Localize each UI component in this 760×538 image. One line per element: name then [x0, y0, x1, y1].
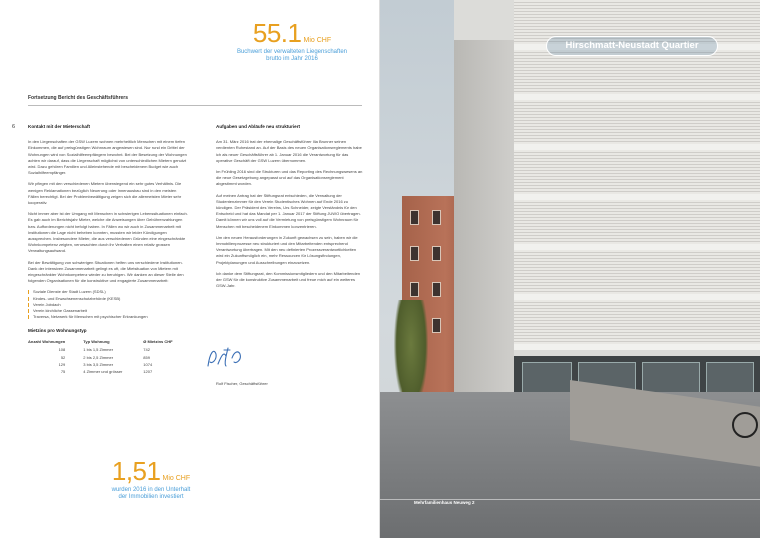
table-row	[28, 354, 173, 361]
rent-cell: 2 bis 2,5 Zimmer	[83, 354, 114, 360]
building-window	[410, 282, 419, 297]
table-row	[28, 361, 173, 368]
rent-cell: 52	[60, 354, 66, 360]
page-number: 6	[12, 124, 16, 130]
table-row	[28, 347, 173, 354]
building-window	[432, 210, 441, 225]
photo-caption-text: Mehrfamilienhaus Neuweg 2	[414, 500, 475, 505]
floor-slab	[514, 344, 760, 350]
rent-cell: 4 Zimmer und grösser	[83, 369, 123, 374]
signature-name: Rolf Fischer, Geschäftsführer	[216, 381, 268, 386]
right-paragraph: Ich danke dem Stiftungsrat, den Kommissionsmitgliedern und den Mitarbeitenden der GSW für die konstruktive Zusammenarbeit und freue mich auf ein weiteres GSW-Jahr.	[216, 270, 361, 289]
organization-item: Soziale Dienste der Stadt Luzern (SDSL)	[28, 289, 188, 295]
kpi-maintenance-caption-2: der Immobilien investiert	[118, 494, 184, 500]
building-side-wall	[454, 40, 514, 410]
kpi-maintenance-caption-1: wurden 2016 in den Unterhalt	[111, 487, 191, 493]
kpi-maintenance	[86, 456, 216, 501]
quarter-label: Hirschmatt-Neustadt Quartier	[546, 36, 718, 56]
rent-cell: 3 bis 3,5 Zimmer	[83, 361, 114, 367]
section-label: Fortsetzung Bericht des Geschäftsführers	[28, 95, 129, 101]
kpi-book-value-caption-1: Buchwert der verwalteten Liegenschaften	[236, 49, 348, 55]
rent-header-rent: Ø Mietzins CHF	[143, 338, 173, 344]
organization-item: Verein kirchliche Gassenarbeit	[28, 308, 188, 314]
window-band	[514, 150, 760, 194]
organization-item: Verein Jobdach	[28, 302, 188, 308]
window-band	[514, 50, 760, 94]
table-row	[28, 369, 173, 376]
kpi-book-value	[212, 18, 372, 63]
right-column	[216, 124, 364, 294]
kpi-maintenance-unit: Mio CHF	[162, 475, 191, 482]
organization-list	[28, 289, 188, 320]
right-paragraph: Auf meinen Antrag hat der Stiftungsrat entschieden, die Verwaltung der Studentenzimmer für den Verein Studentisches Wohnen auf Ende 2016 zu kündigen. Der Präsident des Vereins, Urs Schneider, zeigte Verständnis für den Entscheid und hat das Mandat per 1. Januar 2017 der Stiftung JUWO übertragen. Damit können wir uns voll auf die Vermietung von preisgünstigem Wohnraum für Menschen mit bescheidenem Einkommen konzentrieren.	[216, 192, 361, 229]
rent-cell: 75	[60, 369, 66, 374]
rent-table-header	[28, 339, 173, 347]
organization-item: Traversa, Netzwerk für Menschen mit psychischer Erkrankungen	[28, 314, 188, 320]
right-column-heading: Aufgaben und Abläufe neu strukturiert	[216, 124, 301, 129]
left-paragraph: In den Liegenschaften der GSW Luzern wohnen mehrheitlich Menschen mit einem tiefen Einkommen, die auf preisgünstigen Wohnraum angewiesen sind. Nur rund ein Drittel der Wohnungen wird von Sozialhilfeempfängern bewohnt. Bei der Besetzung der Wohnungen achten wir darauf, dass die Liegenschaft möglichst von unterschiedlichen Mietern genutzt wird. Dazu gehören Familien und Alleinstehende mit bescheidenem Budget wie auch Sozialhilfeempfänger.	[28, 139, 187, 176]
right-paragraph: Im Frühling 2016 sind die Strukturen und das Reporting des Rechnungswesens an die neue Gesetzgebung angepasst und auf das Organisationsreglement abgestimmt worden.	[216, 169, 363, 187]
rent-cell: 1207	[143, 369, 153, 374]
building-window	[410, 246, 419, 261]
window-band	[514, 250, 760, 294]
window-band	[514, 200, 760, 244]
kpi-book-value-caption-2: brutto im Jahr 2016	[266, 56, 318, 62]
kpi-book-value-number: 55.1	[252, 18, 302, 48]
rent-table	[28, 339, 173, 376]
signature-image	[204, 344, 248, 372]
left-paragraph: Nicht immer aber ist der Umgang mit Menschen in schwierigen Lebenssituationen einfach. Es gab auch im Berichtsjahr Mieter, welche die Anweisungen über Gebührenzahlungen bzw. Aufforderungen nicht befolgt haben. In Fällen wo wir auch in Zusammenarbeit mit Institutionen die Lage nicht beheben konnten, mussten wir leider Kündigungen aussprechen. Insbesondere Mieter, die aus verschiedenen Gründen eine eingeschränkte Wohnkompetenz zeigten, verursachten durch ihr Verhalten einen relativ grossen Verwaltungsaufwand.	[28, 211, 188, 254]
organization-item: Kindes- und Erwachsenenschutzbehörde (KESB)	[28, 296, 188, 302]
rent-cell: 108	[58, 347, 66, 353]
rent-table-title: Mietzins pro Wohnungstyp	[28, 328, 87, 334]
left-paragraph: Bei der Bewältigung von schwierigen Situationen helfen uns verschiedene Institutionen. Dank der intensiven Zusammenarbeit gelingt es oft, die Mietsituation von Mietern mit eingeschränkter Wohnkompetenz wieder zu beruhigen. Wir danken an dieser Stelle den folgenden Organisationen für die konstruktive und engagierte Zusammenarbeit:	[28, 259, 184, 284]
rent-header-count: Anzahl Wohnungen	[28, 338, 66, 344]
photo-caption	[380, 496, 760, 508]
rent-header-type: Typ Wohnung	[83, 338, 110, 344]
photo-page	[380, 0, 760, 538]
rent-cell: 129	[58, 361, 66, 367]
window-band	[514, 100, 760, 144]
left-column-heading: Kontakt mit der Mieterschaft	[28, 124, 91, 129]
rent-cell: 742	[143, 347, 150, 353]
left-column	[28, 124, 188, 376]
building-window	[432, 282, 441, 297]
right-paragraph: Um den neuen Herausforderungen in Zukunft gewachsen zu sein, haben wir die Immobilienprozesse neu strukturiert und den Mitarbeitenden entsprechend Verantwortung übertragen. Mit den neu definierten Prozessverantwortlichkeiten wird ein Zukunftsmöglich ein, mehr Ressourcen für Lösungsfindungen, Projektplanungen und Ausschreibungen einzusetzen.	[216, 234, 358, 265]
building-window	[432, 246, 441, 261]
section-rule	[28, 105, 362, 106]
window-band	[514, 300, 760, 344]
bicycle-wheel	[732, 412, 758, 438]
right-paragraph: Am 31. März 2016 trat der ehemalige Geschäftsführer Ilia Brunner seinen verdienten Ruhestand an. Auf der Basis des neuen Organisationsreglements habe ich als neuer Geschäftsführer ab 1. Januar 2016 die Verantwortung für das operative Geschäft der GSW Luzern übernommen.	[216, 139, 362, 163]
rent-cell: 1074	[143, 361, 153, 367]
kpi-maintenance-number: 1,51	[111, 456, 161, 486]
left-paragraph: Wir pflegen mit den verschiedenen Mietern überwiegend ein sehr gutes Verhältnis. Die wenigen Reklamationen bezüglich Neuerung oder Innenausbau sind in den meisten Fällen berechtigt. Bei der Problembewältigung zeigen sich die allermeisten Mieter sehr kooperativ.	[28, 181, 182, 206]
building-window	[410, 210, 419, 225]
rent-cell: 1 bis 1,5 Zimmer	[83, 347, 114, 353]
kpi-book-value-unit: Mio CHF	[303, 37, 332, 44]
building-window	[432, 318, 441, 333]
rent-cell: 859	[143, 354, 150, 360]
